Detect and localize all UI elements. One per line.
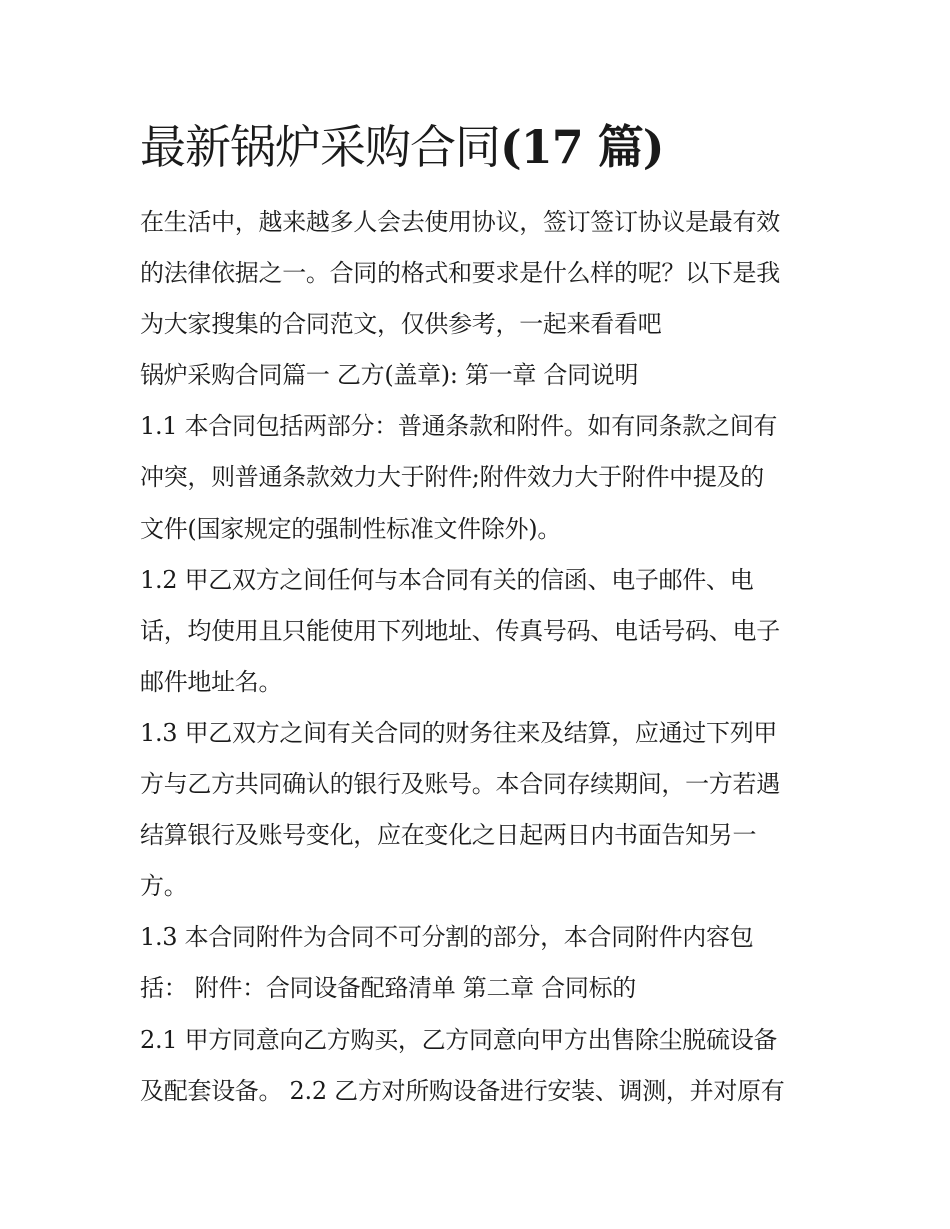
body-line: 括： 附件：合同设备配臵清单 第二章 合同标的: [140, 974, 636, 1003]
body-line: 1.3 甲乙双方之间有关合同的财务往来及结算，应通过下列甲: [140, 718, 778, 747]
body-line: 邮件地址名。: [140, 667, 283, 696]
body-line: 冲突，则普通条款效力大于附件;附件效力大于附件中提及的: [140, 463, 764, 492]
body-line: 1.2 甲乙双方之间任何与本合同有关的信函、电子邮件、电: [140, 565, 754, 594]
title-suffix: (17 篇): [500, 120, 664, 174]
body-line: 为大家搜集的合同范文，仅供参考，一起来看看吧: [140, 310, 662, 339]
body-line: 1.3 本合同附件为合同不可分割的部分，本合同附件内容包: [140, 923, 754, 952]
title-main: 最新锅炉采购合同: [140, 120, 500, 174]
body-line: 话，均使用且只能使用下列地址、传真号码、电话号码、电子: [140, 616, 780, 645]
body-line: 的法律依据之一。合同的格式和要求是什么样的呢？以下是我: [140, 259, 780, 288]
body-line: 方与乙方共同确认的银行及账号。本合同存续期间，一方若遇: [140, 770, 780, 799]
body-line: 锅炉采购合同篇一 乙方(盖章): 第一章 合同说明: [140, 361, 639, 390]
body-line: 及配套设备。 2.2 乙方对所购设备进行安装、调测，并对原有: [140, 1076, 785, 1105]
body-line: 1.1 本合同包括两部分：普通条款和附件。如有同条款之间有: [140, 412, 778, 441]
body-line: 结算银行及账号变化，应在变化之日起两日内书面告知另一: [140, 821, 757, 850]
body-line: 在生活中，越来越多人会去使用协议，签订签订协议是最有效: [140, 208, 780, 236]
body-line: 文件(国家规定的强制性标准文件除外)。: [140, 514, 562, 543]
document-body: [140, 197, 820, 1117]
document-title: [140, 112, 664, 182]
body-line: 2.1 甲方同意向乙方购买，乙方同意向甲方出售除尘脱硫设备: [140, 1025, 778, 1054]
body-line: 方。: [140, 872, 188, 901]
